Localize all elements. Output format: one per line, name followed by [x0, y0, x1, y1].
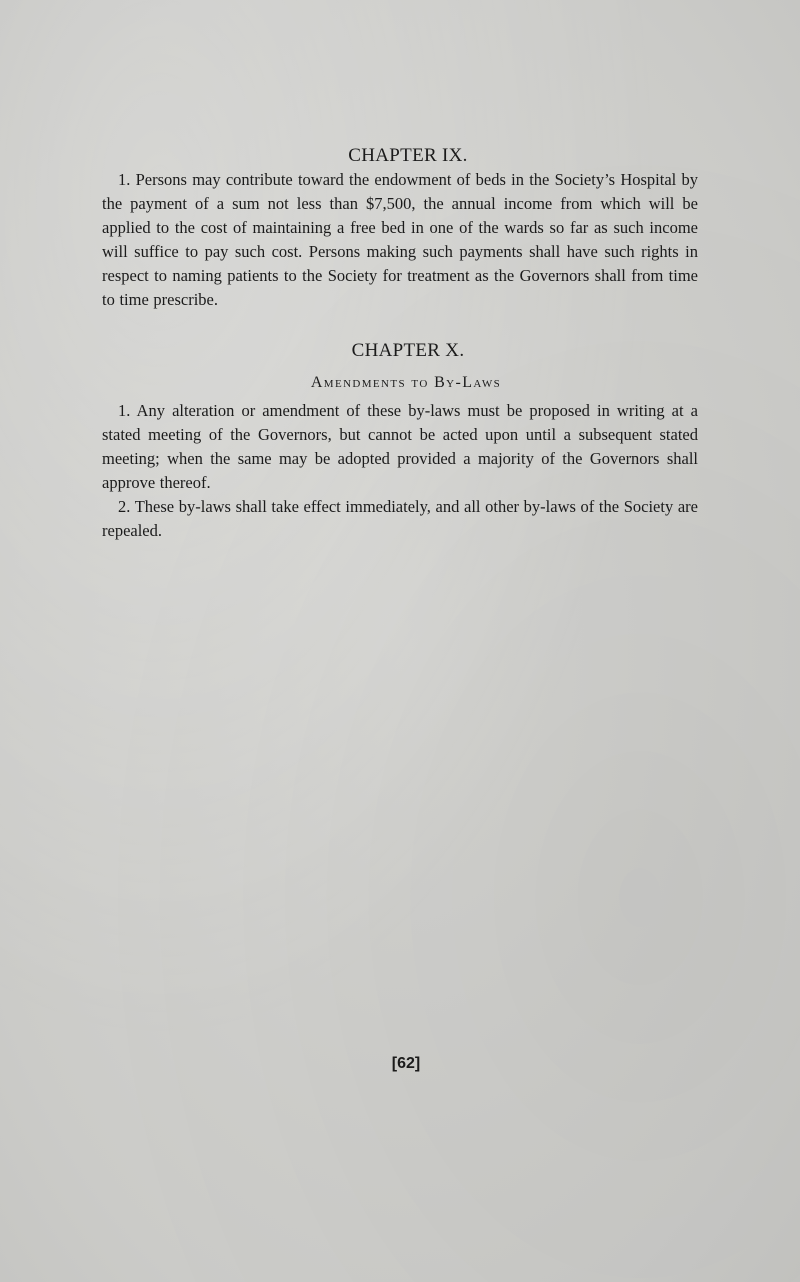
chapter-9-title: CHAPTER IX.: [348, 145, 468, 166]
chapter-10-subtitle: Amendments to By-Laws: [310, 374, 502, 391]
chapter-10-paragraph-1: 1. Any alteration or amendment of these by-laws must be proposed in writing at a stated meeting of the Governors, but cannot be acted upon until a subsequent stated meeting; when the same may be adopted provided a majority of the Governors shall approve thereof.: [102, 401, 698, 492]
page-number: [62]: [391, 1055, 421, 1072]
chapter-10-title: CHAPTER X.: [351, 340, 465, 361]
chapter-9-paragraph-1: 1. Persons may contribute toward the endowment of beds in the Society’s Hospital by the payment of a sum not less than $7,500, the annual income from which will be applied to the cost of maintaining a free bed in one of the wards so far as such income will suffice to pay such cost. Persons making such payments shall have such rights in respect to naming patients to the Society for treatment as the Governors shall from time to time prescribe.: [102, 170, 698, 309]
chapter-10-paragraph-2: 2. These by-laws shall take effect immediately, and all other by-laws of the Society are repealed.: [102, 497, 698, 540]
